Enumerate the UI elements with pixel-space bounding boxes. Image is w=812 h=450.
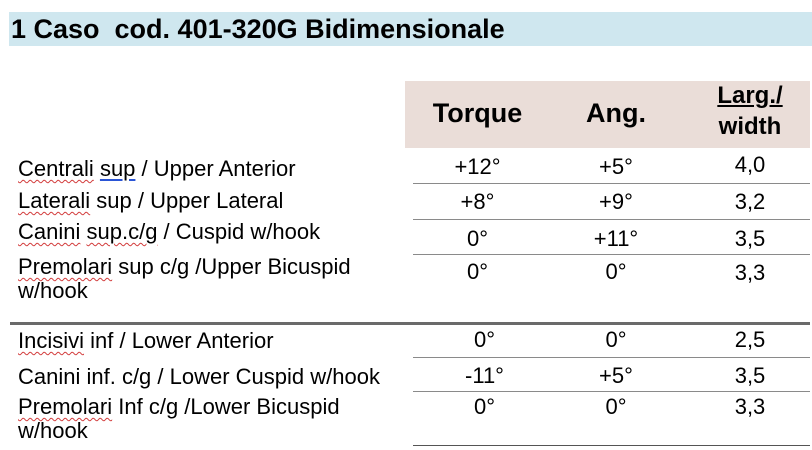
column-header-angulation: Ang. [586,98,646,128]
cell-upper-anterior-ang: +5° [599,154,633,179]
document-title: 1 Caso cod. 401-320G Bidimensionale [9,12,812,46]
cell-upper-anterior-width: 4,0 [734,152,766,177]
cell-lower-cuspid-width: 3,5 [734,363,766,388]
row-divider [413,219,810,220]
cell-upper-bicuspid-ang: 0° [605,259,627,284]
cell-lower-bicuspid-ang: 0° [605,394,627,419]
row-label-upper-bicuspid: Premolari sup c/g /Upper Bicuspid w/hook [18,254,351,303]
row-label-lower-cuspid: Canini inf. c/g / Lower Cuspid w/hook [18,364,380,389]
row-label-lower-bicuspid: Premolari Inf c/g /Lower Bicuspid w/hook [18,394,340,443]
column-header-torque: Torque [432,98,523,128]
row-divider [413,254,810,255]
cell-upper-lateral-torque: +8° [460,189,495,214]
column-header-width-line1: Larg./ [717,82,783,109]
row-divider [413,357,810,358]
row-divider [413,183,810,184]
cell-lower-anterior-width: 2,5 [734,327,766,352]
row-label-upper-lateral: Laterali sup / Upper Lateral [18,188,284,213]
row-label-upper-anterior: Centrali sup / Upper Anterior [18,156,296,181]
cell-upper-bicuspid-width: 3,3 [734,260,766,285]
cell-lower-cuspid-ang: +5° [599,363,633,388]
cell-lower-cuspid-torque: -11° [465,363,504,388]
cell-upper-cuspid-width: 3,5 [734,226,766,251]
cell-upper-anterior-torque: +12° [454,154,501,179]
row-divider [413,391,810,392]
cell-upper-lateral-width: 3,2 [734,189,766,214]
column-header-width-line2: width [718,113,782,140]
cell-upper-cuspid-torque: 0° [466,226,489,251]
cell-upper-lateral-ang: +9° [599,189,633,214]
column-header-width [690,80,810,142]
row-label-lower-anterior: Incisivi inf / Lower Anterior [18,328,274,353]
cell-lower-anterior-torque: 0° [473,327,496,352]
section-divider [10,322,810,325]
cell-upper-cuspid-ang: +11° [593,226,639,251]
row-label-upper-cuspid: Canini sup.c/g / Cuspid w/hook [18,219,321,244]
cell-lower-bicuspid-torque: 0° [473,394,496,419]
cell-lower-anterior-ang: 0° [605,327,627,352]
cell-upper-bicuspid-torque: 0° [466,259,489,284]
row-divider [413,445,810,446]
cell-lower-bicuspid-width: 3,3 [734,394,766,419]
